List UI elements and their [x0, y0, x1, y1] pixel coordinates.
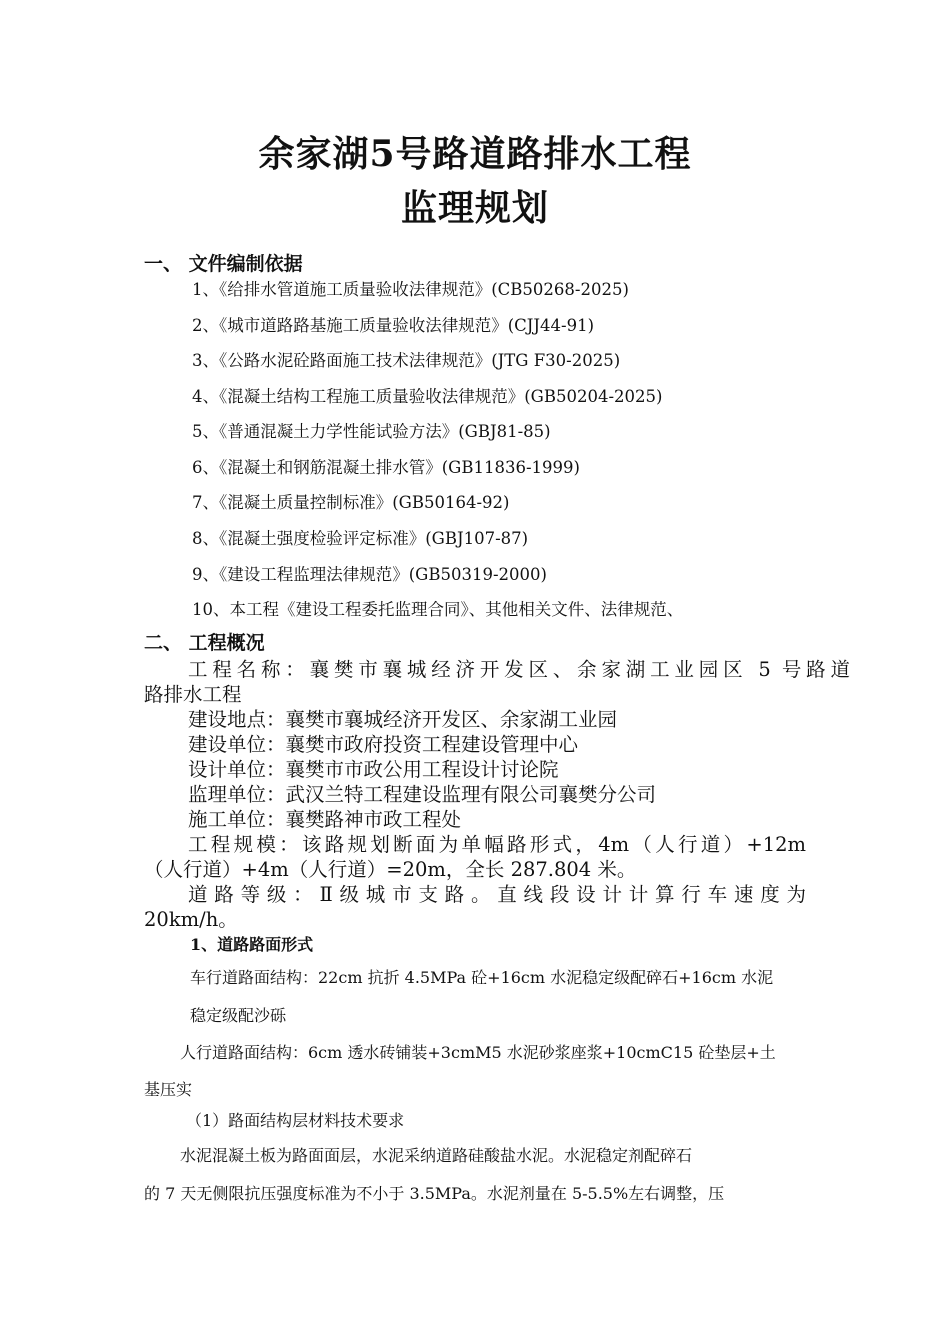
- sidewalk-structure: 人行道路面结构：6cm 透水砖铺装+3cmM5 水泥砂浆座浆+10cmC15 砼垫层+土: [180, 1043, 776, 1062]
- project-location: 建设地点：襄樊市襄城经济开发区、余家湖工业园: [188, 708, 618, 731]
- section-heading-overview: 二、 工程概况: [144, 632, 265, 654]
- carriageway-structure-line2: 稳定级配沙砾: [190, 1006, 287, 1025]
- subsection-heading-pavement: 1、道路路面形式: [190, 935, 314, 954]
- project-contractor: 施工单位：襄樊路神市政工程处: [188, 808, 462, 831]
- reference-item: 6、《混凝土和钢筋混凝土排水管》(GB11836-1999): [192, 458, 580, 477]
- document-title: 余家湖5号路道路排水工程: [258, 133, 692, 175]
- reference-item: 10、本工程《建设工程委托监理合同》、其他相关文件、法律规范、: [192, 600, 684, 619]
- reference-item: 7、《混凝土质量控制标准》(GB50164-92): [192, 493, 510, 512]
- reference-item: 4、《混凝土结构工程施工质量验收法律规范》(GB50204-2025): [192, 387, 663, 406]
- document-subtitle: 监理规划: [400, 187, 549, 229]
- project-name-line2: 路排水工程: [144, 683, 242, 706]
- road-grade-line2: 20km/h。: [144, 908, 238, 931]
- reference-item: 9、《建设工程监理法律规范》(GB50319-2000): [192, 565, 547, 584]
- section-heading-basis: 一、 文件编制依据: [144, 253, 303, 275]
- road-grade: [144, 879, 806, 907]
- reference-item: 8、《混凝土强度检验评定标准》(GBJ107-87): [192, 529, 529, 548]
- project-owner: 建设单位：襄樊市政府投资工程建设管理中心: [188, 733, 579, 756]
- road-grade-line1: 道路等级：Ⅱ级城市支路。直线段设计计算行车速度为: [188, 883, 806, 906]
- reference-item: 1、《给排水管道施工质量验收法律规范》(CB50268-2025): [192, 280, 629, 299]
- project-designer: 设计单位：襄樊市市政公用工程设计讨论院: [188, 758, 559, 781]
- project-name: [144, 654, 850, 682]
- sidewalk-structure-line2: 基压实: [144, 1080, 193, 1099]
- project-supervisor: 监理单位：武汉兰特工程建设监理有限公司襄樊分公司: [188, 783, 657, 806]
- material-requirements-text-line2: 的 7 天无侧限抗压强度标准为不小于 3.5MPa。水泥剂量在 5-5.5%左右调整，压: [144, 1184, 725, 1203]
- carriageway-structure: 车行道路面结构：22cm 抗折 4.5MPa 砼+16cm 水泥稳定级配碎石+16cm 水泥: [190, 968, 774, 987]
- project-name-line1: 工程名称：襄樊市襄城经济开发区、余家湖工业园区 5 号路道: [188, 658, 850, 681]
- reference-item: 3、《公路水泥砼路面施工技术法律规范》(JTG F30-2025): [192, 351, 621, 370]
- material-requirements-heading: （1）路面结构层材料技术要求: [186, 1111, 405, 1130]
- project-scale: [144, 829, 806, 857]
- reference-item: 2、《城市道路路基施工质量验收法律规范》(CJJ44-91): [192, 316, 595, 335]
- project-scale-line2: （人行道）+4m（人行道）=20m，全长 287.804 米。: [144, 858, 637, 881]
- project-scale-line1: 工程规模：该路规划断面为单幅路形式，4m（人行道）+12m: [188, 833, 806, 856]
- reference-item: 5、《普通混凝土力学性能试验方法》(GBJ81-85): [192, 422, 551, 441]
- material-requirements-text: 水泥混凝土板为路面面层，水泥采纳道路硅酸盐水泥。水泥稳定剂配碎石: [180, 1146, 693, 1165]
